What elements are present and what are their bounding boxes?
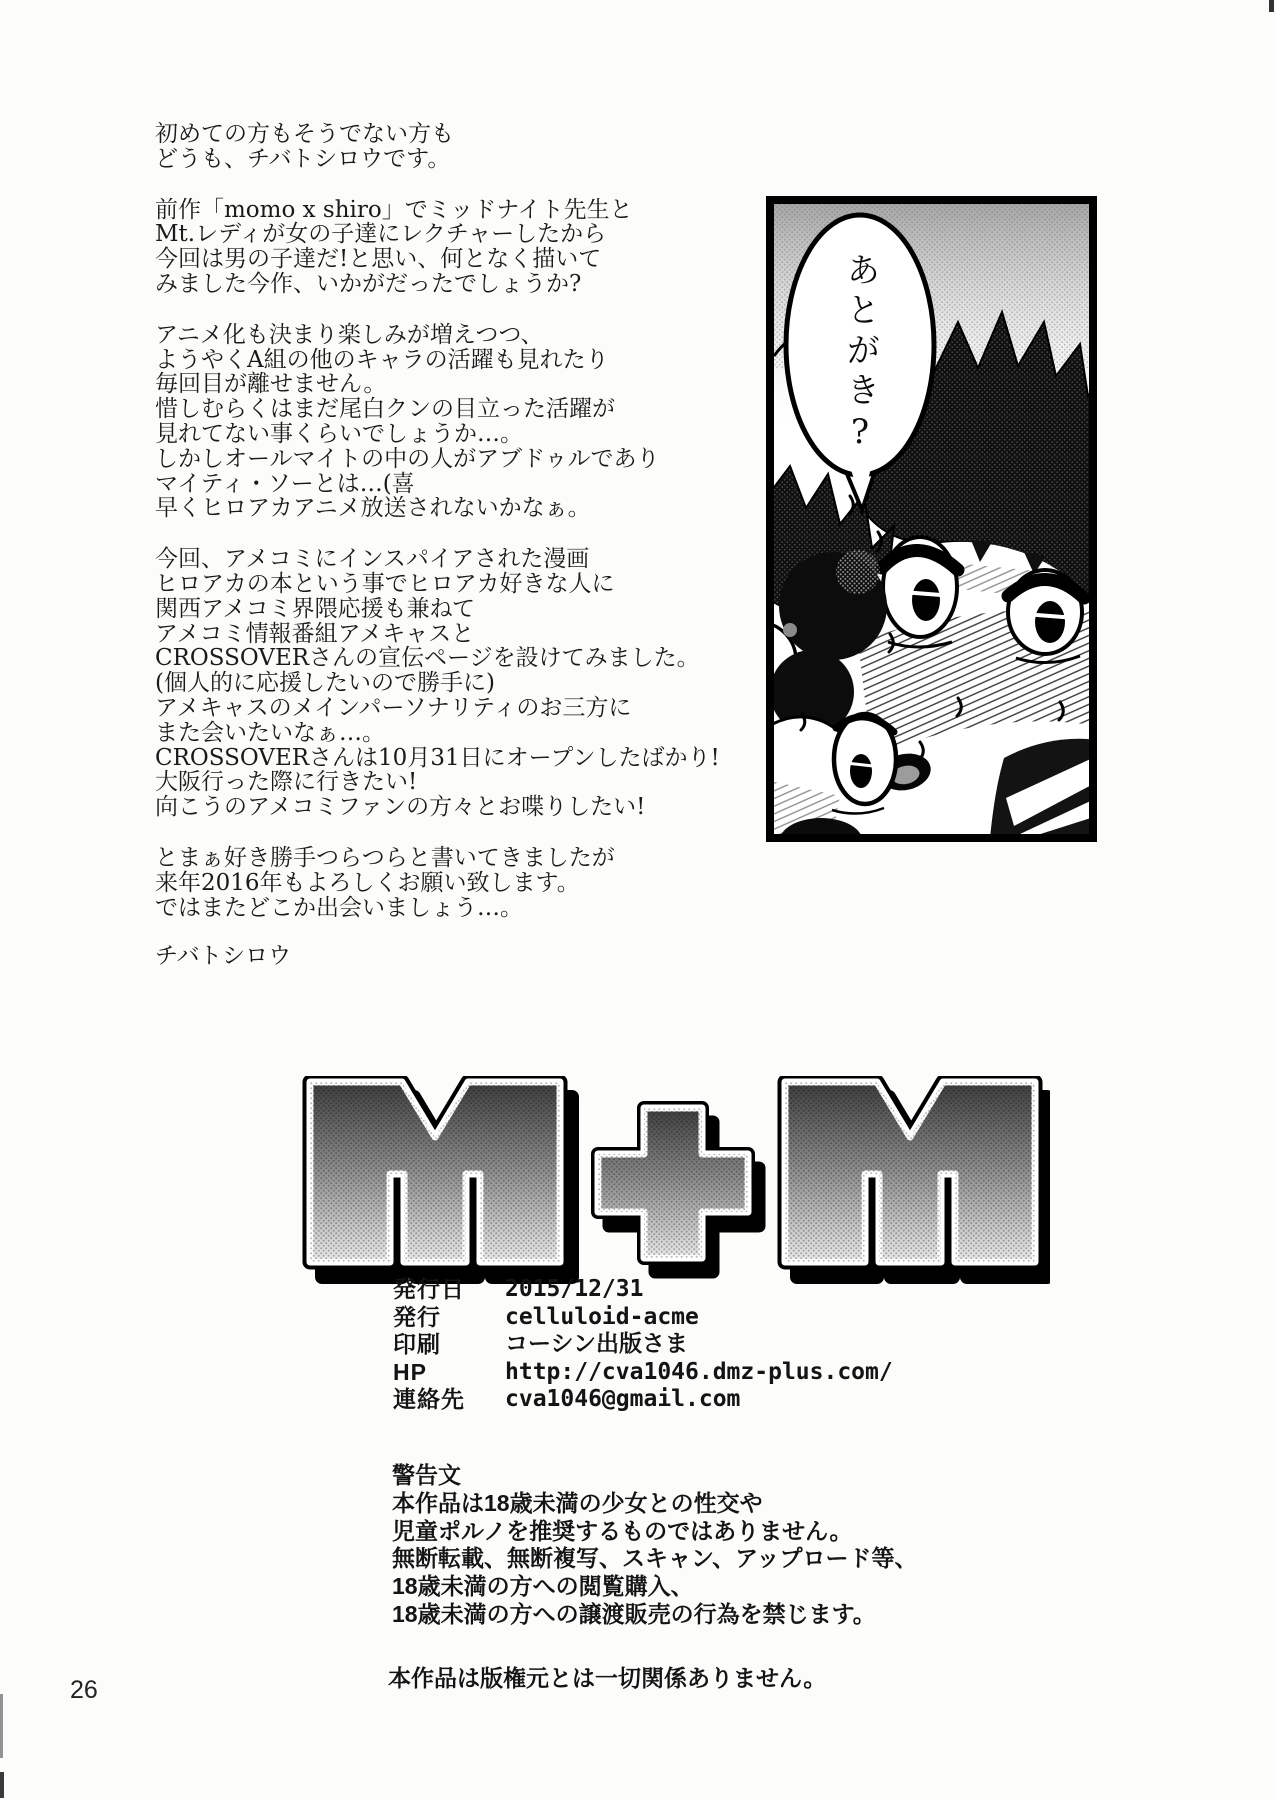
mm-logo-drawing <box>300 1076 1050 1284</box>
afterword-line: 大阪行った際に行きたい! <box>155 769 418 796</box>
afterword-line: Mt.レディが女の子達にレクチャーしたから <box>155 221 607 248</box>
colophon-row <box>393 1276 893 1304</box>
afterword-line: アメキャスのメインパーソナリティのお三方に <box>155 694 632 721</box>
manga-illustration-panel <box>766 196 1097 842</box>
warning-line: 18歳未満の方への譲渡販売の行為を禁じます。 <box>392 1600 876 1627</box>
warning-line: 本作品は18歳未満の少女との性交や <box>392 1489 763 1516</box>
copyright-disclaimer: 本作品は版権元とは一切関係ありません。 <box>388 1665 827 1691</box>
afterword-line: 今回は男の子達だ!と思い、何となく描いて <box>155 246 602 273</box>
afterword-line: ようやくA組の他のキャラの活躍も見れたり <box>155 346 609 373</box>
afterword-line: 今回、アメコミにインスパイアされた漫画 <box>155 546 590 573</box>
warning-line: 警告文 <box>392 1462 461 1488</box>
afterword-line: 向こうのアメコミファンの方々とお喋りしたい! <box>155 794 646 821</box>
afterword-line: みました今作、いかがだったでしょうか? <box>155 270 582 297</box>
colophon-block <box>393 1276 893 1414</box>
colophon-label: 連絡先 <box>393 1386 465 1413</box>
afterword-line <box>155 521 720 547</box>
afterword-line: CROSSOVERさんの宣伝ページを設けてみました。 <box>155 645 700 672</box>
afterword-line: アメコミ情報番組アメキャスと <box>155 620 475 647</box>
afterword-line: ではまたどこか出会いましょう…。 <box>155 894 523 921</box>
afterword-line <box>155 172 720 198</box>
afterword-line: 前作「momo x shiro」でミッドナイト先生と <box>155 196 633 223</box>
colophon-value: cva1046@gmail.com <box>505 1386 741 1413</box>
afterword-line <box>155 297 720 323</box>
colophon-row <box>393 1331 893 1359</box>
afterword-line: 関西アメコミ界隈応援も兼ねて <box>155 595 476 622</box>
afterword-text-block <box>155 122 720 969</box>
afterword-line: ヒロアカの本という事でヒロアカ好きな人に <box>155 570 615 597</box>
afterword-line <box>155 820 720 846</box>
manga-panel-drawing <box>766 196 1097 842</box>
afterword-line: また会いたいなぁ…。 <box>155 719 385 746</box>
colophon-label: 印刷 <box>393 1331 441 1358</box>
colophon-row <box>393 1304 893 1332</box>
logo-plus-sign <box>598 1108 759 1272</box>
afterword-line: 毎回目が離せません。 <box>155 371 387 398</box>
warning-block <box>392 1462 918 1629</box>
colophon-row <box>393 1386 893 1414</box>
colophon-label: 発行日 <box>393 1276 465 1302</box>
warning-line: 無断転載、無断複写、スキャン、アップロード等、 <box>392 1545 918 1572</box>
colophon-label: 発行 <box>393 1303 441 1330</box>
colophon-value: 2015/12/31 <box>505 1276 644 1302</box>
afterword-line: マイティ・ソーとは…(喜 <box>155 470 415 497</box>
scan-artifact <box>1269 0 1274 12</box>
warning-line: 児童ポルノを推奨するものではありません。 <box>392 1517 853 1544</box>
colophon-value: celluloid-acme <box>505 1303 699 1330</box>
afterword-line: どうも、チバトシロウです。 <box>155 145 451 172</box>
afterword-line: (個人的に応援したいので勝手に) <box>155 670 495 697</box>
scan-artifact <box>0 1772 4 1798</box>
speech-bubble-text: あとがき? <box>840 252 880 458</box>
afterword-line: 初めての方もそうでない方も <box>155 121 454 147</box>
afterword-line: アニメ化も決まり楽しみが増えつつ、 <box>155 321 544 348</box>
afterword-line: 見れてない事くらいでしょうか…。 <box>155 420 523 447</box>
afterword-line: 惜しむらくはまだ尾白クンの目立った活躍が <box>155 396 615 423</box>
afterword-line: CROSSOVERさんは10月31日にオープンしたばかり! <box>155 744 720 771</box>
afterword-line: 早くヒロアカアニメ放送されないかなぁ。 <box>155 495 591 522</box>
author-signature: チバトシロウ <box>155 943 292 970</box>
logo-letter-m-right <box>785 1082 1047 1277</box>
logo-letter-m-left <box>310 1082 572 1277</box>
mm-logo <box>300 1076 1050 1284</box>
afterword-line: とまぁ好き勝手つらつらと書いてきましたが <box>155 844 615 871</box>
colophon-value: http://cva1046.dmz-plus.com/ <box>505 1358 893 1385</box>
scan-artifact <box>0 1694 3 1758</box>
page-number: 26 <box>70 1676 98 1704</box>
colophon-row <box>393 1359 893 1387</box>
afterword-line: しかしオールマイトの中の人がアブドゥルであり <box>155 445 660 472</box>
colophon-label: HP <box>393 1358 427 1385</box>
afterword-line: 来年2016年もよろしくお願い致します。 <box>155 869 580 896</box>
colophon-value: コーシン出版さま <box>505 1331 688 1358</box>
warning-line: 18歳未満の方への閲覧購入、 <box>392 1573 694 1600</box>
